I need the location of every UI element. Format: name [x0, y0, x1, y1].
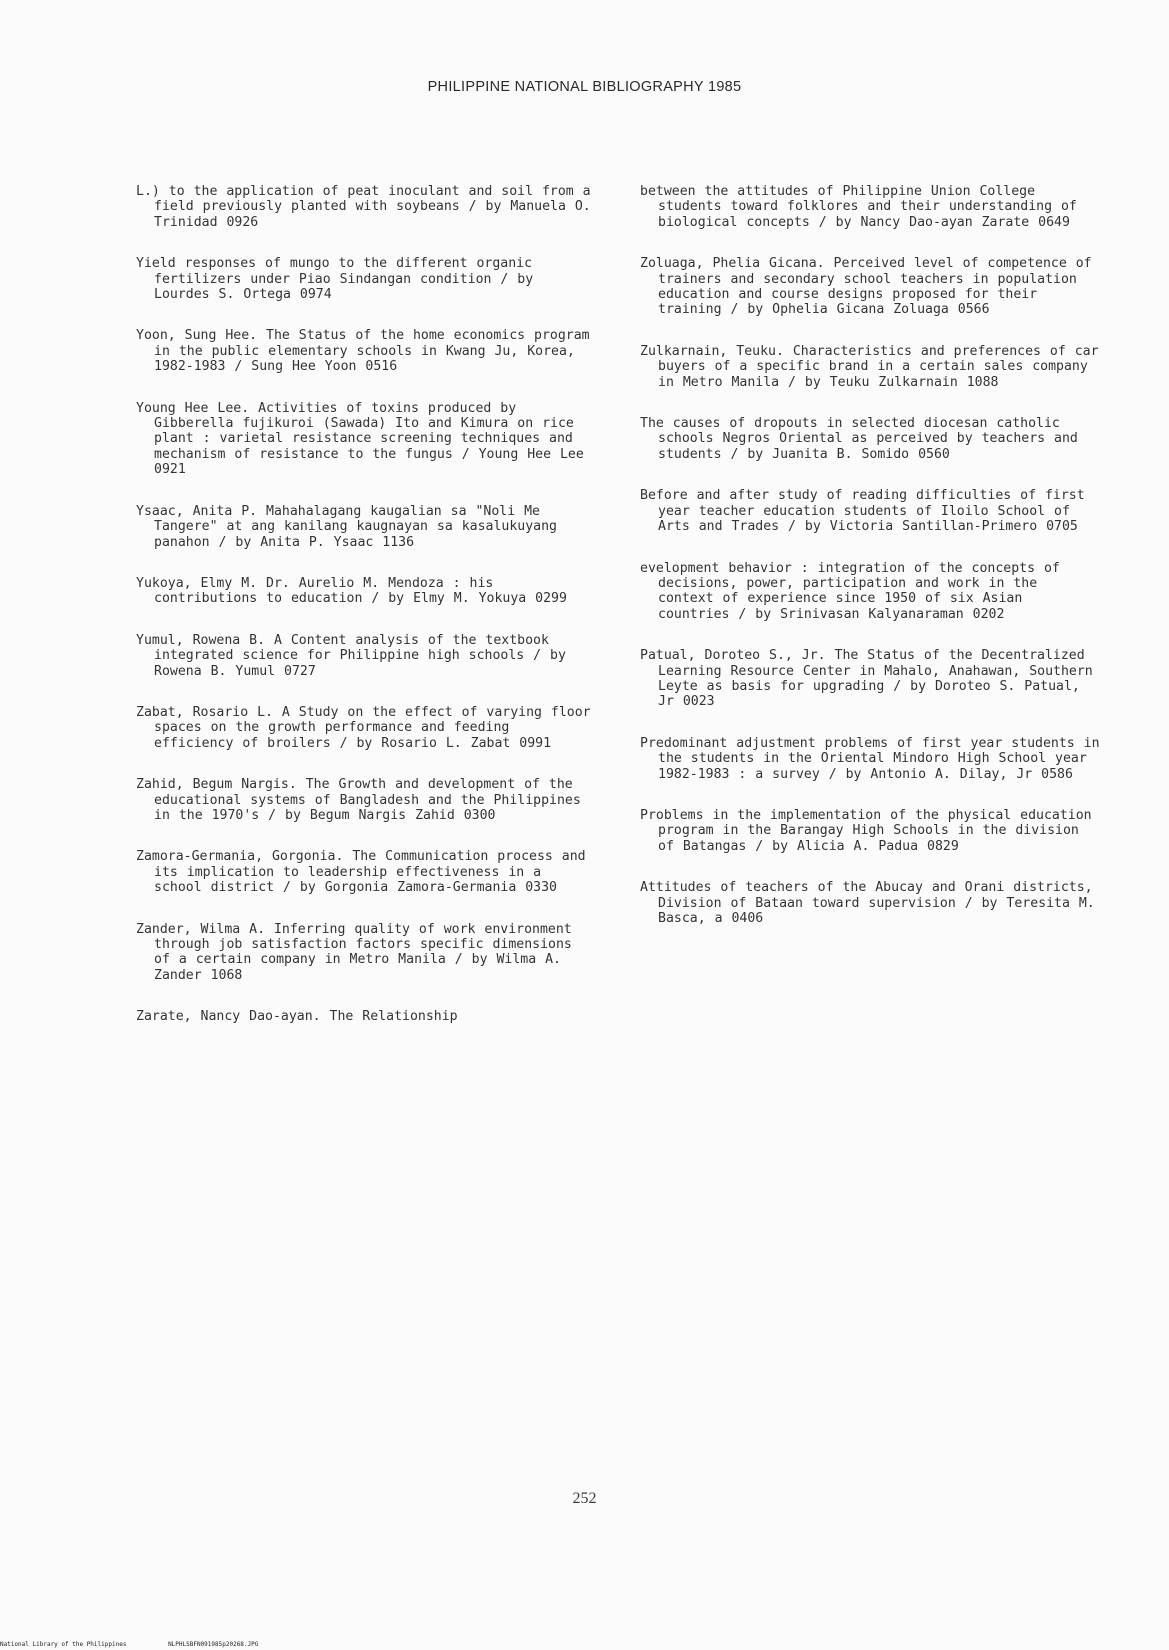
bibliography-entry: Yumul, Rowena B. A Content analysis of the textbook integrated science for Philippine high schools / by Rowena B. Yumul 0727 — [136, 632, 566, 679]
footer-source: National Library of the Philippines — [0, 1641, 127, 1648]
bibliography-entry: Zamora-Germania, Gorgonia. The Communication process and its implication to leadership effectiveness in a school district / by Gorgonia Zamora-Germania 0330 — [136, 849, 586, 896]
bibliography-entry: evelopment behavior : integration of the concepts of decisions, power, participation and work in the context of experience since 1950 of six Asian countries / by Srinivasan Kalyanaraman 0202 — [640, 560, 1060, 622]
bibliography-entry: Attitudes of teachers of the Abucay and Orani districts, Division of Bataan toward supervision / by Teresita M. Basca, a 0406 — [640, 880, 1095, 926]
bibliography-entry: Yukoya, Elmy M. Dr. Aurelio M. Mendoza : his contributions to education / by Elmy M. Yokuya 0299 — [136, 575, 567, 607]
bibliography-entry: Zander, Wilma A. Inferring quality of work environment through job satisfaction factors specific dimensions of a certain company in Metro Manila / by Wilma A. Zander 1068 — [136, 921, 572, 983]
scan-footer — [0, 1641, 296, 1648]
left-column — [136, 184, 596, 1051]
bibliography-entry: Yield responses of mungo to the different organic fertilizers under Piao Sindangan condition / by Lourdes S. Ortega 0974 — [136, 256, 534, 303]
bibliography-entry: Zarate, Nancy Dao-ayan. The Relationship — [136, 1009, 458, 1025]
bibliography-entry: between the attitudes of Philippine Union College students toward folklores and their understanding of biological concepts / by Nancy Dao-ayan Zarate 0649 — [640, 184, 1077, 230]
bibliography-entry: Young Hee Lee. Activities of toxins produced by Gibberella fujikuroi (Sawada) Ito and Kimura on rice plant : varietal resistance screening techniques and mechanism of resistance to the fungus / Young Hee Lee 0921 — [136, 400, 584, 478]
bibliography-entry: Before and after study of reading difficulties of first year teacher education students of Iloilo School of Arts and Trades / by Victoria Santillan-Primero 0705 — [640, 488, 1085, 535]
footer-file: NLPHLSBFN091985p20268.JPG — [168, 1641, 259, 1648]
page-number: 252 — [572, 1490, 597, 1507]
bibliography-entry: Yoon, Sung Hee. The Status of the home economics program in the public elementary schools in Kwang Ju, Korea, 1982-1983 / Sung Hee Yoon 0516 — [136, 328, 590, 375]
bibliography-entry: Problems in the implementation of the physical education program in the Barangay High Schools in the division of Batangas / by Alicia A. Padua 0829 — [640, 807, 1092, 854]
bibliography-entry: Zulkarnain, Teuku. Characteristics and preferences of car buyers of a specific brand in a certain sales company in Metro Manila / by Teuku Zulkarnain 1088 — [640, 343, 1099, 390]
right-column — [640, 184, 1100, 952]
bibliography-entry: Zabat, Rosario L. A Study on the effect of varying floor spaces on the growth performance and feeding efficiency of broilers / by Rosario L. Zabat 0991 — [136, 704, 591, 751]
bibliography-entry: Zahid, Begum Nargis. The Growth and development of the educational systems of Bangladesh and the Philippines in the 1970's / by Begum Nargis Zahid 0300 — [136, 777, 581, 823]
bibliography-entry: The causes of dropouts in selected diocesan catholic schools Negros Oriental as perceived by teachers and students / by Juanita B. Somido 0560 — [640, 416, 1078, 462]
bibliography-entry: Predominant adjustment problems of first year students in the students in the Oriental Mindoro High School year 1982-1983 : a survey / by Antonio A. Dilay, Jr 0586 — [640, 735, 1100, 782]
page-header: PHILIPPINE NATIONAL BIBLIOGRAPHY 1985 — [427, 79, 742, 95]
bibliography-entry: Patual, Doroteo S., Jr. The Status of the Decentralized Learning Resource Center in Mahalo, Anahawan, Southern Leyte as basis for upgrading / by Doroteo S. Patual, Jr 0023 — [640, 648, 1093, 710]
bibliography-entry: Zoluaga, Phelia Gicana. Perceived level of competence of trainers and secondary school teachers in population education and course designs proposed for their training / by Ophelia Gicana Zoluaga 0566 — [640, 256, 1092, 318]
bibliography-entry: L.) to the application of peat inoculant and soil from a field previously planted with soybeans / by Manuela O. Trinidad 0926 — [136, 184, 591, 230]
bibliography-entry: Ysaac, Anita P. Mahahalagang kaugalian sa "Noli Me Tangere" at ang kanilang kaugnayan sa kasalukuyang panahon / by Anita P. Ysaac 1136 — [136, 503, 557, 550]
